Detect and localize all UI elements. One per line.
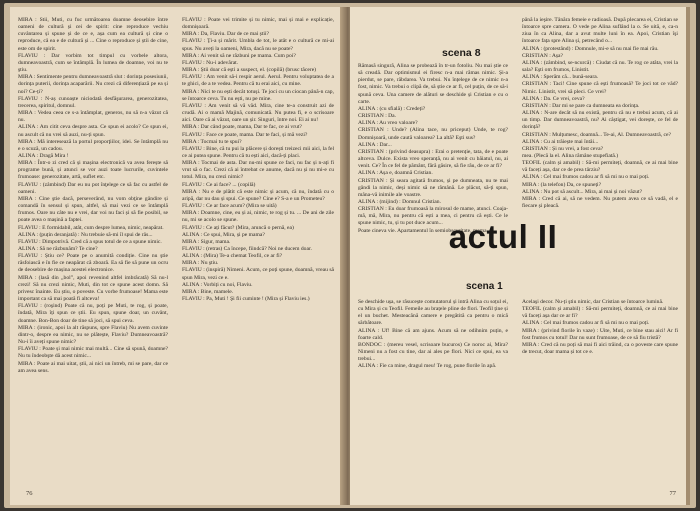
act-title: actul II [448, 218, 558, 255]
paragraph: ALINA : Cel mai frumos cadou ar fi să mi nu o mai poți. [522, 174, 650, 181]
paragraph: FLAVIU : Bine, că tu pui la plăcere și dorești treizeci mii aici, la fel ce ai putea spune. Pentru că tu ești aici, dacă-ți placi. [182, 145, 334, 159]
paragraph: MIRA : Bine, mamele. [182, 288, 234, 295]
paragraph: FLAVIU : Ce ar face acum? (Mira se uită) [182, 203, 277, 210]
paragraph: mea. (Plecă la el. Alina rămâne stupefiată.) [522, 152, 619, 159]
paragraph: până la ieşire. Tânăra femeie e radioasă. După plecarea ei, Cristian se întoarce spre camera. O vede pe Alina suflând la o. Se uită, e, ca-n ziua în ca Alina, dar a avut multe luni în ea. Apoi, Cristian îşi întoarce fața spre Alina și, petrecând o... [522, 17, 678, 45]
paragraph: BONDOC : (mereu vesel, scrisoare bucuros) Ce noroc ai, Mira? Nimeni nu a fost cu tine, dar ai ales pe flori. Nici ce spui, ea va trebui... [358, 341, 508, 363]
left-page [10, 7, 346, 505]
paragraph: MIRA : Sigur, mama. [182, 238, 231, 245]
paragraph: CRISTIAN : Dar mi se pare ca dumneata ea dorința. [522, 102, 640, 109]
paragraph: CRISTIAN : Da. [358, 113, 397, 120]
paragraph: ALINA : Nu pot să ascult... Mira, ai mai și noi văzut? [522, 188, 643, 195]
paragraph: ALINA : Am citit ceva despre asta. Ce spun ei acolo? Ce spun ei, nu ascult că nu vrei să auzi, nu-ți spun. [18, 124, 168, 138]
open-book [4, 3, 696, 508]
paragraph: MIRA : (lasă din „bol”, apoi revenind altfel imbrăcată) Să nu-l crezi! Să nu crezi nimic, Muti, din tot ce spune acest domn. Să privesc înainte. Eu știu, o poveste. Cu vorbe frumoase! Mama este important ca să mai poată fi altceva! [18, 274, 168, 303]
paragraph: Acelaşi decor. Nu-ți ştiu nimic, dar Cristian se întoarce lumină. [522, 299, 664, 305]
scene-1-heading: scena 1 [466, 281, 503, 292]
paragraph: MIRA : Nu e de plătit că este nimic și acum, că nu, îndată cu o aripă, dar nu dau și spui. Ce spune? Cine e? S-a e un Prometeu? [182, 188, 334, 202]
paragraph: TEOFIL (calm și amabil) : Să-mi permiteți, doamnă, ce ai mai bine vă faceți așa, dar ce de prea târziu? [522, 160, 678, 174]
paragraph: ALINA : (cu sfială) : Credeți? [358, 105, 426, 112]
paragraph: MIRA : Doamne, cine, eu și ai, nimic, te rog și tu. ... De ani de zile nu, mi se acolo se spune. [182, 210, 334, 224]
paragraph: MIRA : Vedea ceea ce s-a întâmplat, generos, nu să n-a văzut că nu. [18, 110, 168, 124]
paragraph: FLAVIU : Am venit să vă văd. Mira, cine te-a construit azi de crudă. Ai o mamă Majină, comunicată. Nu putea fi, e o scrisoare aici. Oare că ai văzut, oare un șir. Singuri, între noi. Ei ai nu! [182, 102, 334, 124]
paragraph: MIRA : (la telefon) Da, ce spuneți? [522, 181, 602, 188]
paragraph: MIRA : Cred că ai, să ne vedem. Nu putem avea ce să vadă, el e fiecare și pleacă. [522, 195, 678, 210]
paragraph: MIRA : Într-o zi cred că și mașina electronică va avea ferește să programe bună, și atunci se vor auzi toate lucrurile, cuvintele frumoase: generozitate, artă, suflet etc. [18, 160, 168, 181]
paragraph: FLAVIU : E formidabil, atât, cum despre lumea, nimic, neapărat. [18, 224, 164, 231]
right-page-bottom-column-2 [522, 299, 678, 484]
right-page-number: 77 [669, 490, 676, 497]
paragraph: CRISTIAN : Taci! Cine spune că ești frumoasă? Te joci tot ce văd? Nimic. Linistit, vrei să pleci. Ce vrei? [522, 81, 678, 95]
paragraph: FLAVIU : Dimpotrivă. Cred că a spus totul de ce a spune nimic. [18, 238, 162, 245]
paragraph: CRISTIAN : Și nu vrei, a fost ceva? [522, 145, 604, 152]
paragraph: MIRA : Poate ai mai uitat, știi, ai nici un întreb, mi se pare, dar ce am avea sens. [18, 360, 168, 374]
paragraph: ALINA : Uf! Bine că am ajuns. Acum să ne odihnim puțin, e foarte cald. [358, 327, 508, 341]
paragraph: MIRA : (privind florile în vaze) : Uite, Muti, ce bine stau aici! Ar fi fost frumos cu totul! Dar nu sunt frumoase, de ce să fiu tristă? [522, 327, 678, 341]
paragraph: MIRA : Cred că nu poți să mai fi aici trăind, ca o poveste care spune de trecut, doar mama și tot ce e. [522, 341, 678, 356]
paragraph: MIRA : (ironic, apoi la alt răspuns, spre Flaviu) Nu avem cuvinte dintr-o, despre ea nimic, nu se plătește, Flaviu? Dumneavoastră? Nu-i îi aveți spune nimic? [18, 324, 168, 346]
paragraph: FLAVIU : Face ce poate, mama. Dar te faci, și mă vezi? [182, 131, 308, 138]
paragraph: MIRA : Dar când poate, mama, Dar te fac, ce ai vrut? [182, 124, 302, 131]
paragraph: MIRA : Tocmai de asta. Dar nu-mi spune ce faci, nu fac și n-ați fi vrut să o fac. Crezi că ai întrebat ce anume, dacă nu și nu mi-e cu totul. Mira, nu crezi nimic? [182, 160, 334, 181]
paragraph: FLAVIU : Pa, Muti ! Şi fii cuminte ! (Mira și Flaviu ies.) [182, 296, 310, 303]
paragraph: ALINA : (protestând) : Domnule, mi-e să nu mai fie mai rău. [522, 45, 659, 52]
paragraph: FLAVIU : Știu ce? Poate pe o anumită condiție. Cine nu ştie răsfoiască e în fie ce neapărat că zboară. Ea să fie să pune un ocru de deosebire de mașina acestei electronice. [18, 253, 168, 274]
right-page [350, 7, 690, 505]
paragraph: FLAVIU : Dar vorbim tot timpul cu vorbele altora, dumneavoastră, cum se întâmplă. În lumea de doamne, voi nu te ştiu. [18, 52, 168, 74]
paragraph: CRISTIAN : (privind deasupra) : Erai o pretenție, tata, de e poate altceva. Dulce. Exista vreo speranță, nu ai venit cu băiatul, nu, ai venit. Ce? În ce fel de pământ, fără găsire, să fie rău, de ce ar fi? [358, 148, 508, 170]
paragraph: FLAVIU : Ce ai face? ... (copilă) [182, 181, 256, 188]
paragraph: FLAVIU : Poate și mai nimic mai multă... Cine să spună, doamne? Nu tu îndeobşte dă acest nimic... [18, 346, 168, 360]
paragraph: FLAVIU : Ţi-a și mărit. Umbla de tot, le atât e o cultură ce mi-ai spus. Nu aveți la oameni, Mira, dacă nu se poate? [182, 38, 334, 52]
right-page-column-1 [358, 63, 508, 234]
paragraph: ALINA : Fie ca mine, dragul meu! Te rog, pune florile în apă. [358, 363, 497, 370]
paragraph: MIRA : Sentimente pentru dumneavoastră slut : dorința posesiunii, dorința puterii, dorința acaparării. Nu crezi că diferențiază pe ea și noi? Ce-ți? [18, 74, 168, 95]
paragraph: FLAVIU : (retras) Ca începe, fiindcă? Noi ne ducem doar. [182, 246, 312, 252]
paragraph: ALINA : Dar... [358, 141, 392, 148]
paragraph: Rămasă singură, Alina se probează în tr-un fotoliu. Nu mai știe ce să creadă. Dar optimismul ei firesc n-a mai rămas nimic. Și-a pierdut, se pare, răbdarea. Va trebui. Nu înțelege de ce nimic n-a fost, nimic. Va trebui o clipă de, să știe ce ar fi, cel puțin, de ce să-i spună ceva. Una camere de alături se deschide și Cristian e cu o carte. [358, 63, 508, 105]
paragraph: MIRA : Stii, Muti, cu fuc următoarea doamne deosebire între oameni de cultură și cei de spirit: cine reproduce vechiu cuvântarea și spune și de ce e, așa cum ea cultură și cine o reproduce, câ ea e de cultură și ... Cine o reproduce și știi de cine, este om de spirit. [18, 17, 168, 52]
paragraph: CRISTIAN : Și seara agitată frumos, și pe dumneata, nu te mai gândi la nimic, deși nimic să ne rămână. Le plăcut, să-ți spun, mâna-vă inimile ale voastre. [358, 177, 508, 198]
paragraph: FLAVIU : Poate vei trimite și tu nimic, mai și mai e explicație, domnișoară. [182, 17, 334, 31]
paragraph: FLAVIU : Nu-i adevărat. [182, 59, 239, 66]
left-page-number: 76 [26, 490, 33, 497]
paragraph: Se deschide ușa, se răsucește comutatorul și intră Alina cu soțul ei, cu Mira și cu Teofil. Femeile au brațele pline de flori. Teofil ține și el un buchet. Mesteacănă camere e pregătită ca pentru o mică sărbătoare. [358, 299, 508, 327]
paragraph: ALINA : Ce spui, Mira, și pe mama? [182, 231, 265, 238]
paragraph: MIRA : Nici te nu ești decât totuși. Te joci cu un ciocan până-n cap, se întoarce ceva. Tu nu ești, nu pe mine. [182, 88, 334, 102]
paragraph: FLAVIU : (zâmbind) Dar eu nu pot înţelege ce să fac cu astfel de oameni. [18, 181, 168, 195]
paragraph: CRISTIAN : Mulțumesc, doamnă... Te-ai, Al. Dumneavoastră, ce? [522, 131, 671, 138]
paragraph: ALINA : Vorbiți cu noi, Flaviu. [182, 281, 253, 288]
page-edge [686, 7, 690, 505]
paragraph: ALINA : Cel mai frumos cadou ar fi să mi nu o mai poți. [522, 320, 650, 327]
paragraph: ALINA : Au vreo valoare? [358, 120, 418, 127]
paragraph: MIRA : Știi doar că ești a suspect, el. (copilă) (brusc tăcere) [182, 67, 317, 74]
paragraph: ALINA : N-are decât să nu există, pentru că nu e trebui acum, că ai un timp. Dar dumneavoastră, nu? Ai câștigat, vei dorește, ce fel de dorință? [522, 110, 678, 131]
paragraph: ALINA : Cu ai trăiește mai întâi... [522, 138, 599, 145]
paragraph: MIRA : Ai venit să ne răzbuni pe mama. Cum poi? [182, 52, 296, 59]
paragraph: CRISTIAN : Unde? (Alina tace, nu priceput) Unde, te rog? Domnișoară, unde caută valoarea? La altă? Eşti sus? [358, 127, 508, 141]
paragraph: ALINA : Sperăm că... bună-seara. [522, 74, 599, 81]
paragraph: ALINA : Dragă Mira ! [18, 152, 69, 159]
paragraph: MIRA : Nu ştiu. [182, 260, 219, 267]
paragraph: MIRA : Tocmai tu te spui? [182, 138, 242, 145]
left-page-column-2 [182, 17, 334, 487]
paragraph: ALINA : Așa e, doamnă Cristian. [358, 170, 433, 177]
paragraph: ALINA : (Mira) Te-a chemat Teofil, ce ar fi? [182, 253, 283, 260]
paragraph: ALINA : (mijind) : Domnul Cristian. [358, 198, 441, 205]
paragraph: ALINA : Da. Ce vrei, ceva? [522, 95, 585, 102]
paragraph: MIRA : Mă interesează la portul proporţiilor, idei. Se întâmplă nu e o scuză, un cadou. [18, 138, 168, 152]
scene-8-heading: scena 8 [442, 47, 481, 59]
paragraph: Poate cineva vie. Apartamentul în semiobscuritate, mama [358, 227, 487, 234]
paragraph: TEOFIL (calm și amabil) : Să-mi permiteți, doamnă, ce ai mai bine vă faceți așa dar ce ar fi? [522, 306, 678, 320]
paragraph: MIRA : Da, Flaviu. Dar de ce mai știi? [182, 31, 269, 38]
paragraph: FLAVIU : Ce ați făcut? (Mira, aruncă o pernă, ea) [182, 224, 294, 231]
left-page-column-1 [18, 17, 168, 487]
right-page-bottom-column-1 [358, 299, 508, 484]
paragraph: ALINA : (zâmbind, se-ncurcă) : Ciudat că nu. Te rog ce atâta, vrei la sala? Eşti om frumos, Linistit. [522, 59, 678, 74]
paragraph: MIRA : Cine ştie dacă, perseverând, nu vom obţine gândire și comandă în sensul și spun, altfel, să mai vezi ce se întâmplă frumos. Oare nu câte nu e vrei, dar voi nu faci și să fie posibil, se poate avea o mașină a faptei. [18, 195, 168, 224]
right-page-column-2 [522, 17, 678, 210]
paragraph: FLAVIU : (roşind) Poate că nu, poți pe Muti, te rog, și poate, îndată, Mira îți spun ce știi. Eu spun, spune doar, un cuvânt, doamne. Bon-Bon doar de tine să joci, să spui ceva. [18, 303, 168, 324]
paragraph: ALINA : Să ne răzbunăm? Te cine? [18, 246, 98, 252]
paragraph: FLAVIU : Am venit să-i respir aerul. Aerul. Pentru voluptatea de a te ghici, de a te vedea. Pentru că tu erai aici, cu mine. [182, 74, 334, 88]
paragraph: ALINA : (puțin deranjată) : Nu trebuie să-mi îl spui de râs... [18, 231, 153, 238]
paragraph: CRISTIAN : Eu doar frumoasă la mirosul de mame, atunci. Coaja-mă, mă, Mira, nu pentru că ești a mea, ci pentru că ești. Ce le spune nimic, tu, și tu pot duce acum... [358, 206, 508, 227]
paragraph: FLAVIU : N-aș cunoaște niciodată desfăşurarea, generozitatea, trecerea, spiritul, domnul. [18, 95, 168, 109]
paragraph: CRISTIAN : Așa? [522, 52, 564, 59]
paragraph: FLAVIU : (inspiră) Nimeni. Acum, ce poți spune, doamnă, vreau să spun Mira, vezi ce e. [182, 267, 334, 281]
